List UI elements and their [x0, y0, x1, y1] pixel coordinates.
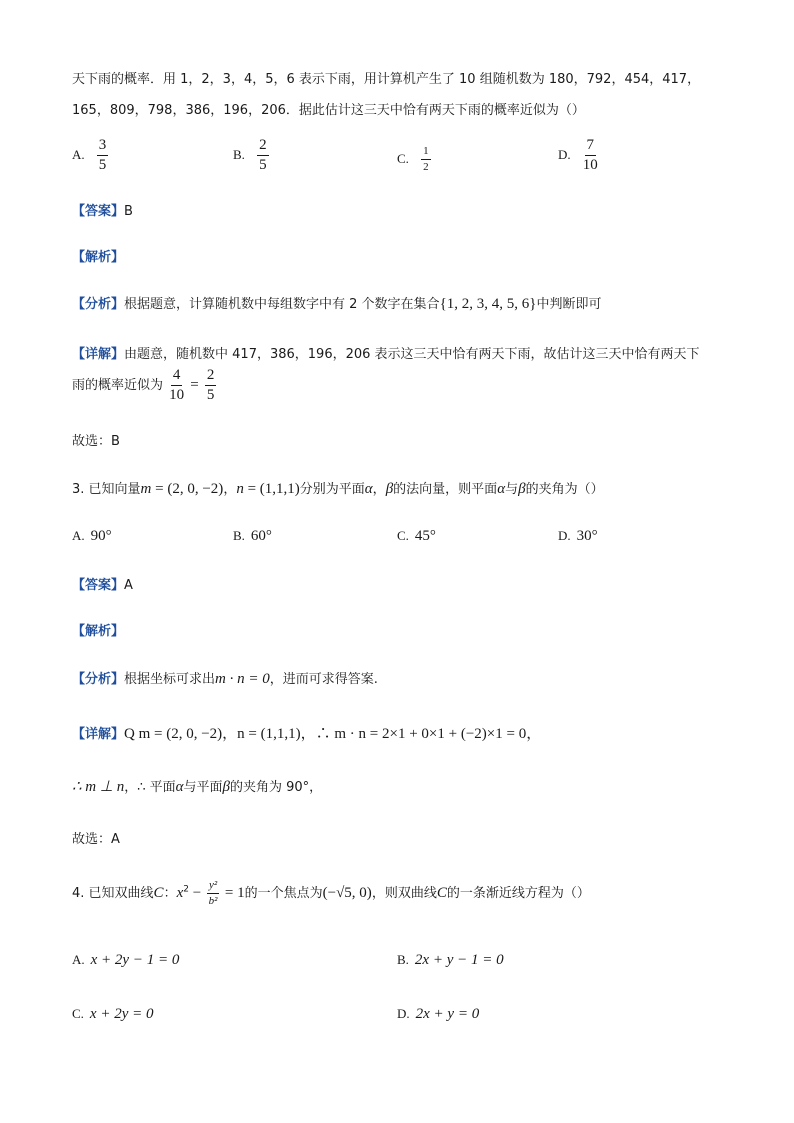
- q3-answer: 【答案】A: [72, 578, 133, 593]
- q3-choose: 故选：A: [72, 832, 120, 847]
- q4-option-d: D. 2x + y = 0: [397, 1006, 480, 1022]
- q4-option-a: A. x + 2y − 1 = 0: [72, 952, 180, 968]
- q2-stem-line1: 天下雨的概率．用 1，2，3，4，5，6 表示下雨，用计算机产生了 10 组随机数为 180，792，454，417，: [72, 72, 701, 87]
- q3-option-a: A. 90°: [72, 528, 112, 544]
- q3-detail-line2: ∴ m ⊥ n，∴ 平面α与平面β的夹角为 90°，: [72, 779, 323, 795]
- q3-detail: 【详解】Q m = (2, 0, −2)，n = (1,1,1)，∴ m · n = 2×1 + 0×1 + (−2)×1 = 0，: [72, 726, 542, 742]
- q2-answer: 【答案】B: [72, 204, 133, 219]
- q4-option-c: C. x + 2y = 0: [72, 1006, 154, 1022]
- q3-analysis-tag: 【解析】: [72, 624, 125, 639]
- q2-stem-line2: 165，809，798，386，196，206．据此估计这三天中恰有两天下雨的概率近似为（）: [72, 103, 585, 118]
- q4-option-b: B. 2x + y − 1 = 0: [397, 952, 504, 968]
- q2-analysis-tag: 【解析】: [72, 250, 125, 265]
- q3-option-c: C. 45°: [397, 528, 436, 544]
- q3-fenxi: 【分析】根据坐标可求出m · n = 0，进而可求得答案.: [72, 671, 378, 687]
- q2-option-d: D. $\frac{7}{10}$: [558, 137, 598, 173]
- q3-option-d: D. 30°: [558, 528, 598, 544]
- q2-fenxi: 【分析】根据题意，计算随机数中每组数字中有 2 个数字在集合{1, 2, 3, 4, 5, 6}中判断即可: [72, 296, 602, 312]
- q2-detail-line1: 【详解】由题意，随机数中 417，386，196，206 表示这三天中恰有两天下雨，故估计这三天中恰有两天下: [72, 347, 700, 362]
- q4-stem: 4. 已知双曲线C：$x^2$ − $\frac{\text{y²}}{\text{b²}}$ = 1的一个焦点为(−√5, 0)，则双曲线C的一条渐近线方程为（）: [72, 879, 590, 907]
- q2-detail-line2: 雨的概率近似为 $\frac{4}{10}$ = $\frac{2}{5}$: [72, 367, 215, 403]
- q3-stem: 3. 已知向量m = (2, 0, −2)，n = (1,1,1)分别为平面α，β的法向量，则平面α与β的夹角为（）: [72, 481, 604, 497]
- q2-option-c: C. $\frac{1}{2}$: [397, 145, 429, 173]
- q2-choose: 故选：B: [72, 434, 120, 449]
- q3-option-b: B. 60°: [233, 528, 272, 544]
- q2-option-a: A. $\frac{3}{5}$: [72, 137, 107, 173]
- q2-option-b: B. $\frac{2}{5}$: [233, 137, 267, 173]
- vector-m: m: [140, 481, 152, 497]
